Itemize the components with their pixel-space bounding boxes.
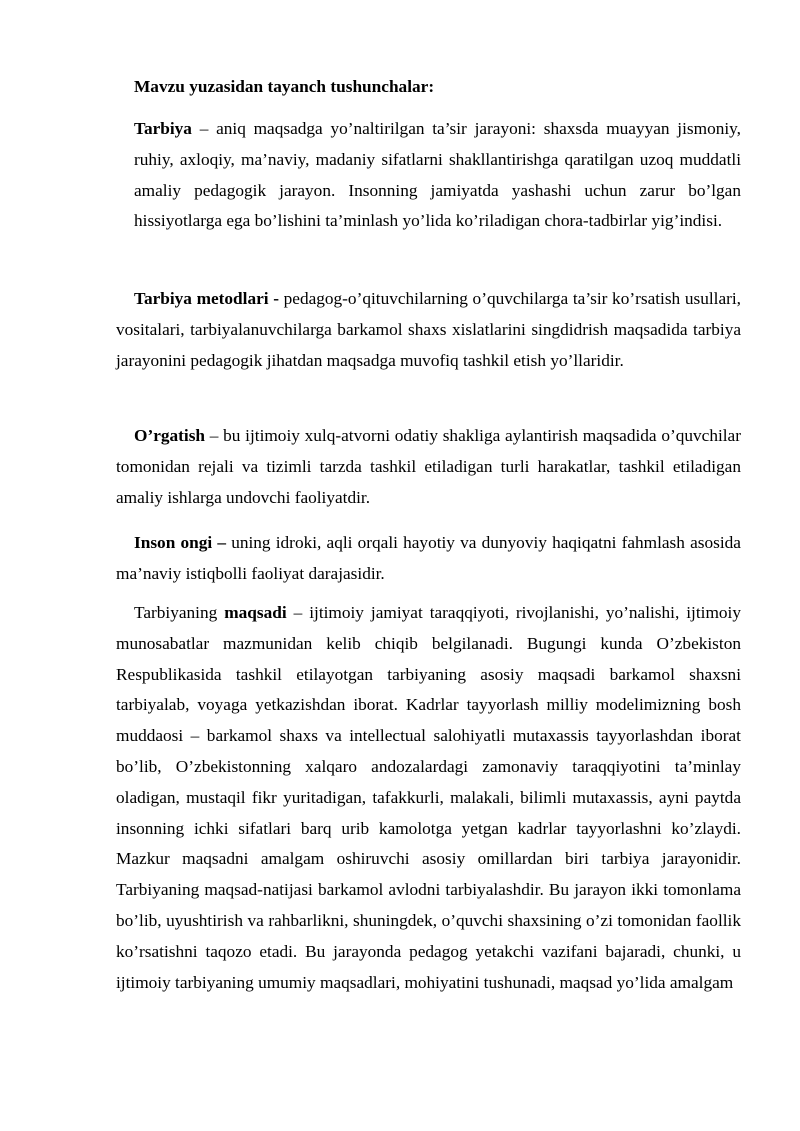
- definition-inson-ongi: [116, 528, 741, 590]
- definition-tarbiya-metodlari-text: pedagog-o’qituvchilarning o’quvchilarga ta’sir ko’rsatish usullari, vositalari, tarbiyalanuvchilarga barkamol shaxs xislatlarini singdidrish maqsadida tarbiya jarayonini pedagogik jihatdan maqsadga muvofiq tashkil etish yo’llaridir.: [116, 289, 742, 370]
- definition-tarbiya-maqsadi: [116, 598, 741, 998]
- term-tarbiya: Tarbiya: [134, 119, 192, 138]
- definition-orgatish-text: – bu ijtimoiy xulq-atvorni odatiy shakliga aylantirish maqsadida o’quvchilar tomonidan rejali va tizimli tarzda tashkil etiladigan turli harakatlar, tashkil etiladigan amaliy ishlarga undovchi faoliyatdir.: [116, 426, 741, 507]
- definition-tarbiya-text: – aniq maqsadga yo’naltirilgan ta’sir jarayoni: shaxsda muayyan jismoniy, ruhiy, axloqiy, ma’naviy, madaniy sifatlarni shakllantirishga qaratilgan uzoq muddatli amaliy pedagogik jarayon. Insonning jamiyatda yashashi uchun zarur bo’lgan hissiyotlarga ega bo’lishini ta’minlash yo’lida ko’riladigan chora-tadbirlar yig’indisi.: [134, 119, 741, 231]
- definition-tarbiya-maqsadi-text: – ijtimoiy jamiyat taraqqiyoti, rivojlanishi, yo’nalishi, ijtimoiy munosabatlar mazmunidan kelib chiqib belgilanadi. Bugungi kunda O’zbekiston Respublikasida tashkil etilayotgan tarbiyaning asosiy maqsadi barkamol shaxsni tarbiyalab, voyaga yetkazishdan iborat. Kadrlar tayyorlash milliy modelimizning bosh muddaosi – barkamol shaxs va intellectual salohiyatli mutaxassis tayyorlashdan iborat bo’lib, O’zbekistonning xalqaro andozalardagi zamonaviy taraqqiyotini ta’minlay oladigan, mustaqil fikr yuritadigan, tafakkurli, malakali, bilimli mutaxassis, ayni paytda insonning ichki sifatlari barq urib kamolotga yetgan kadrlar tayyorlashni ko’zlaydi. Mazkur maqsadni amalgam oshiruvchi asosiy omillardan biri tarbiya jarayonidir. Tarbiyaning maqsad-natijasi barkamol avlodni tarbiyalashdir. Bu jarayon ikki tomonlama bo’lib, uyushtirish va rahbarlikni, shuningdek, o’quvchi shaxsining o’zi tomonidan faollik ko’rsatishni taqozo etadi. Bu jarayonda pedagog yetakchi vazifani bajaradi, chunki, u ijtimoiy tarbiyaning umumiy maqsadlari, mohiyatini tushunadi, maqsad yo’lida amalgam: [116, 603, 741, 992]
- term-inson-ongi: Inson ongi –: [134, 533, 227, 552]
- section-heading: Mavzu yuzasidan tayanch tushunchalar:: [134, 77, 435, 96]
- definition-inson-ongi-text: uning idroki, aqli orqali hayotiy va dunyoviy haqiqatni fahmlash asosida ma’naviy istiqbolli faoliyat darajasidir.: [116, 533, 741, 583]
- term-maqsadi: maqsadi: [224, 603, 287, 622]
- definition-tarbiya: [134, 114, 741, 237]
- term-tarbiya-metodlari: Tarbiya metodlari -: [134, 289, 279, 308]
- definition-tarbiya-metodlari: [116, 284, 741, 376]
- term-orgatish: O’rgatish: [134, 426, 206, 445]
- tarbiya-maqsadi-prefix: Tarbiyaning: [134, 603, 225, 622]
- definition-orgatish: [116, 421, 741, 513]
